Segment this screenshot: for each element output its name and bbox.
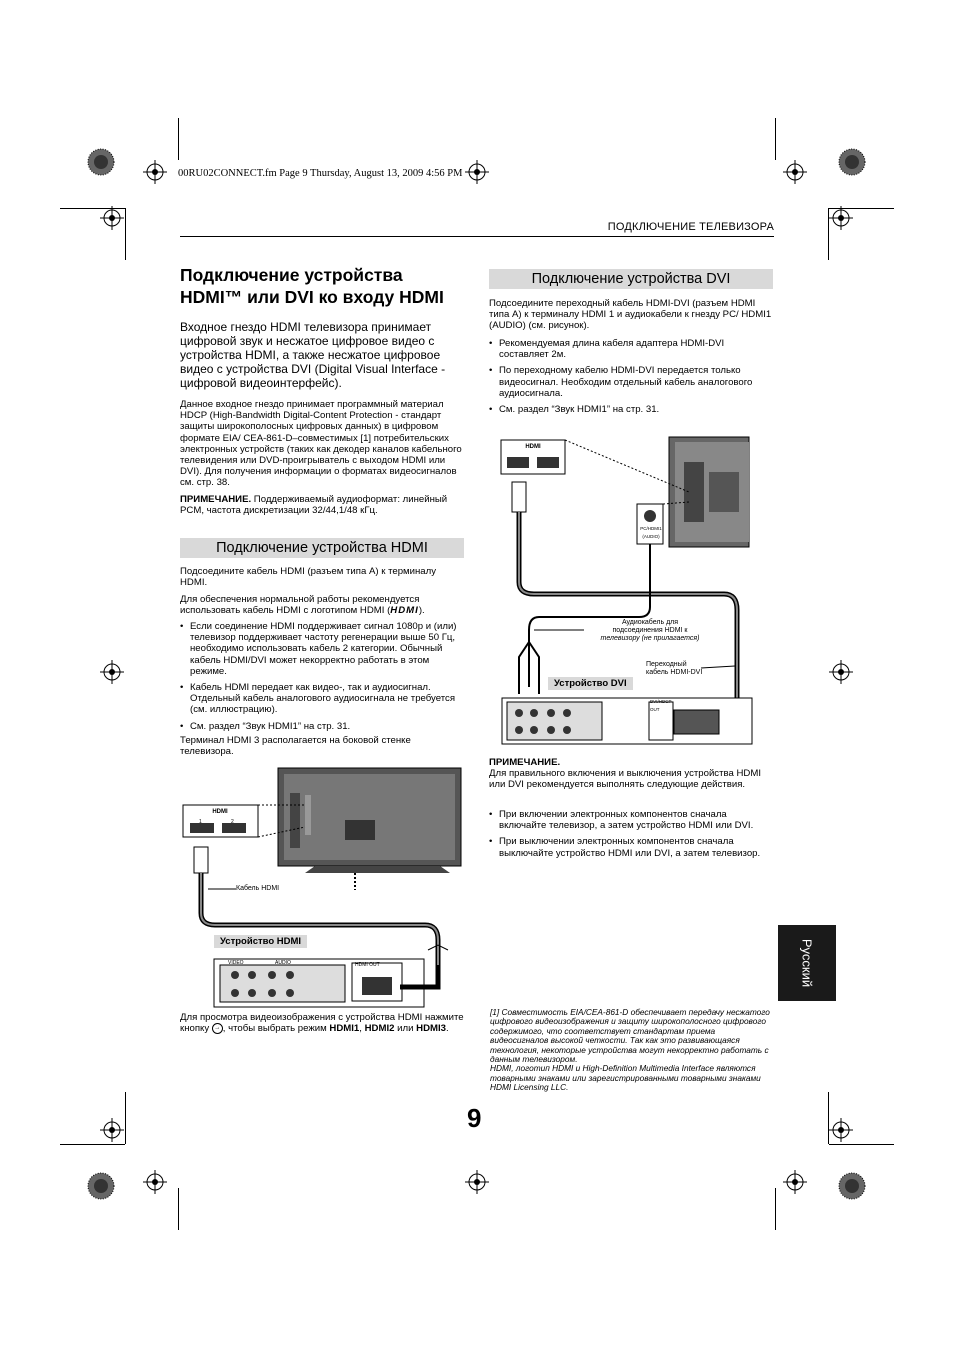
hdmi-port-2: 2	[231, 819, 234, 825]
adapter-cable-label-1: Переходный	[646, 661, 687, 668]
title-line-1: Подключение устройства	[180, 265, 403, 285]
hdmi-bullet: • Если соединение HDMI поддерживает сигнал 1080p и (или) телевизор поддерживает частоту регенерации выше 50 Гц, необходимо использовать кабель 2 категории. Обычный кабель HDMI/DVI может некорректно работать в этом режиме.	[180, 621, 465, 677]
hdmi-para-2-end: ).	[418, 605, 425, 617]
svg-text:HDMI: HDMI	[212, 809, 228, 815]
hdmi-device-label: Устройство HDMI	[214, 935, 307, 948]
dvi-out-label: DVI/HDCP OUT	[650, 699, 672, 712]
file-info: 00RU02CONNECT.fm Page 9 Thursday, August 13, 2009 4:56 PM	[178, 168, 463, 179]
lead-paragraph: Входное гнездо HDMI телевизора принимает цифровой звук и несжатое цифровое видео с устройства HDMI, а также несжатое цифровое видео с устройства DVI (Digital Visual Interface - цифровой видеоинтерфейс).	[180, 320, 446, 390]
hdmi-para-4-b: , чтобы выбрать режим	[222, 1023, 330, 1035]
audio-cable-label-3: телевизору (не прилагается)	[600, 635, 700, 642]
pc-audio-jack-label-2: (AUDIO)	[642, 534, 660, 539]
dvi-device-label: Устройство DVI	[548, 677, 633, 690]
dvi-note-bullet: • При выключении электронных компонентов сначала выключайте устройство HDMI или DVI, а затем телевизор.	[489, 836, 774, 858]
dvi-bullet: • По переходному кабелю HDMI-DVI передается только видеосигнал. Необходим отдельный кабель аналогового аудиосигнала.	[489, 365, 774, 399]
audio-cable-label-1: Аудиокабель для	[621, 619, 679, 626]
svg-text:HDMI: HDMI	[525, 444, 541, 450]
language-tab-label: Русский	[799, 938, 815, 988]
mode-sep: ,	[359, 1023, 365, 1035]
dvi-bullets	[489, 338, 774, 420]
dvi-note-label: ПРИМЕЧАНИЕ.	[489, 757, 561, 768]
hdmi-out-label: HDMI OUT	[355, 962, 380, 968]
mode-hdmi2: HDMI2	[364, 1023, 395, 1035]
note-label: ПРИМЕЧАНИЕ.	[180, 494, 252, 505]
hdmi-para-4-a: Для просмотра видеоизображения с устройства HDMI нажмите кнопку	[180, 1012, 464, 1035]
hdmi-para-4-end: .	[446, 1023, 449, 1035]
footnote	[490, 1008, 775, 1093]
dvi-note	[489, 757, 774, 791]
input-button-icon: →	[212, 1023, 223, 1034]
page-number: 9	[467, 1103, 482, 1133]
dvi-connection-diagram	[489, 432, 775, 750]
audio-cable-label-2: подсоединения HDMI к	[612, 627, 688, 634]
hdmi-para-4	[180, 1012, 465, 1034]
hdmi-para-2	[180, 594, 470, 616]
hdmi-audio-label: AUDIO	[275, 960, 291, 966]
dvi-bullet: • Рекомендуемая длина кабеля адаптера HDMI-DVI составляет 2м.	[489, 338, 774, 360]
footnote-1: [1] Совместимость EIA/CEA-861-D обеспечивает передачу несжатого цифрового видеоизображения и защиту широкополосного цифрового содержимого, что соответствует стандартам приема видеосигналов высокой четкости. Так как это развивающаяся технология, некоторые устройства могут некорректно работать с данным телевизором.	[490, 1007, 770, 1065]
dvi-para-1: Подсоедините переходный кабель HDMI-DVI (разъем HDMI типа A) к терминалу HDMI 1 и аудиокабели к гнезду PC/ HDMI1 (AUDIO) (см. рисунок).	[489, 298, 772, 332]
pc-audio-jack-label	[639, 525, 663, 541]
hdmi-cable-label: Кабель HDMI	[236, 885, 280, 892]
mode-hdmi3: HDMI3	[416, 1023, 446, 1035]
title-line-2: HDMI™ или DVI ко входу HDMI	[180, 287, 444, 307]
adapter-cable-label-2: кабель HDMI-DVI	[646, 669, 703, 676]
dvi-note-bullets	[489, 809, 774, 864]
dvi-note-bullet: • При включении электронных компонентов сначала включайте телевизор, а затем устройство HDMI или DVI.	[489, 809, 774, 831]
mode-or: или	[394, 1023, 417, 1035]
hdmi-bullets	[180, 621, 465, 737]
hdmi-bullet: • Кабель HDMI передает как видео-, так и аудиосигнал. Отдельный кабель аналогового аудиосигнала не требуется (см. иллюстрацию).	[180, 682, 465, 716]
hdmi-para-2-text: Для обеспечения нормальной работы рекомендуется использовать кабель HDMI с логотипом HDMI (	[180, 594, 420, 617]
note-text: Поддерживаемый аудиоформат: линейный PCM, частота дискретизации 32/44,1/48 кГц.	[180, 494, 448, 517]
adapter-cable-label	[646, 661, 702, 677]
hdcp-paragraph: Данное входное гнездо принимает программный материал HDCP (High-Bandwidth Digital-Content Protection - стандарт защиты широкополосных цифровых данных) в цифровом формате EIA/ CEA-861-D–совместимых [1] потребительских электронных устройств (таких как декодер каналов кабельного телевидения или DVD-проигрыватель с выходом HDMI или DVI). Для получения информации о форматах видеосигналов см. стр. 38.	[180, 399, 462, 489]
note-audio-format	[180, 494, 465, 516]
audio-cable-label	[585, 619, 715, 643]
language-tab	[778, 925, 836, 1001]
pc-audio-jack-label-1: PC/HDMI1	[640, 526, 662, 531]
hdmi-section-title: Подключение устройства HDMI	[180, 538, 464, 558]
header-rule	[180, 236, 774, 237]
dvi-note-text: Для правильного включения и выключения устройства HDMI или DVI рекомендуется выполнять следующие действия.	[489, 768, 761, 791]
hdmi-port-1: 1	[199, 819, 202, 825]
page-title	[180, 264, 470, 308]
hdmi-para-3: Терминал HDMI 3 располагается на боковой стенке телевизора.	[180, 735, 411, 758]
dvi-section-title: Подключение устройства DVI	[489, 269, 773, 289]
footnote-2: HDMI, логотип HDMI и High-Definition Multimedia Interface являются товарными знаками или зарегистрированными товарными знаками HDMI Licensing LLC.	[490, 1063, 761, 1093]
dvi-bullet: • См. раздел “Звук HDMI1” на стр. 31.	[489, 404, 774, 415]
hdmi-video-label: VIDEO	[228, 960, 244, 966]
hdmi-bullet: • См. раздел “Звук HDMI1” на стр. 31.	[180, 721, 465, 732]
hdmi-logo-inline: HDMI	[390, 605, 419, 617]
running-header: ПОДКЛЮЧЕНИЕ ТЕЛЕВИЗОРА	[607, 221, 774, 233]
mode-hdmi1: HDMI1	[329, 1023, 360, 1035]
hdmi-connection-diagram	[180, 765, 470, 1015]
hdmi-para-1: Подсоедините кабель HDMI (разъем типа A) к терминалу HDMI.	[180, 566, 437, 589]
